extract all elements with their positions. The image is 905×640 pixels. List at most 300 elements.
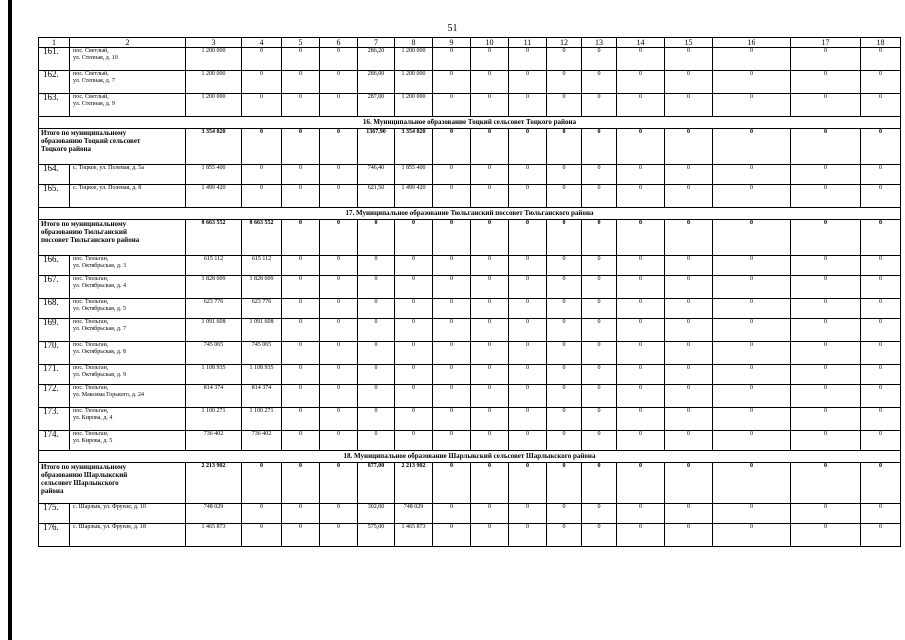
value-cell: 0	[791, 365, 861, 385]
value-cell: 0	[791, 129, 861, 165]
value-cell: 0	[665, 408, 713, 431]
value-cell: 0	[433, 129, 471, 165]
value-cell: 0	[282, 165, 320, 185]
value-cell: 0	[320, 165, 358, 185]
value-cell: 0	[617, 185, 665, 208]
address-line: пос. Тюльган,	[73, 299, 109, 305]
value-cell: 0	[617, 48, 665, 71]
row-number: 166.	[39, 256, 70, 276]
value-cell: 0	[547, 504, 582, 524]
building-row	[39, 431, 901, 451]
value-cell: 0	[547, 431, 582, 451]
value-cell: 0	[665, 385, 713, 408]
total-label-line: образованию Шарлыкский	[41, 471, 128, 479]
municipality-total-row	[39, 129, 901, 165]
value-cell: 1 465 873	[395, 524, 433, 547]
total-label-line: образованию Тоцкий сельсовет	[41, 137, 141, 145]
value-cell: 0	[547, 276, 582, 299]
value-cell: 0	[282, 256, 320, 276]
row-number: 171.	[39, 365, 70, 385]
building-row	[39, 299, 901, 319]
value-cell: 0	[471, 365, 509, 385]
row-number: 170.	[39, 342, 70, 365]
address-line: ул. Октябрьская, д. 4	[73, 283, 126, 289]
value-cell: 0	[320, 385, 358, 408]
value-cell: 1 100 271	[242, 408, 282, 431]
value-cell: 0	[471, 463, 509, 504]
value-cell: 0	[547, 524, 582, 547]
value-cell: 0	[547, 319, 582, 342]
value-cell: 0	[713, 299, 791, 319]
building-address	[70, 385, 186, 408]
value-cell: 0	[320, 524, 358, 547]
value-cell: 0	[617, 220, 665, 256]
column-number-header: 10	[471, 38, 509, 48]
value-cell: 0	[395, 256, 433, 276]
address-line: пос. Тюльган,	[73, 431, 109, 437]
value-cell: 0	[471, 256, 509, 276]
value-cell: 0	[509, 504, 547, 524]
building-address	[70, 408, 186, 431]
value-cell: 0	[358, 365, 395, 385]
value-cell: 1 828 009	[186, 276, 242, 299]
value-cell: 8 663 552	[242, 220, 282, 256]
value-cell: 0	[791, 71, 861, 94]
value-cell: 0	[665, 319, 713, 342]
value-cell: 736 402	[242, 431, 282, 451]
building-address	[70, 431, 186, 451]
value-cell: 0	[582, 256, 617, 276]
value-cell: 0	[471, 129, 509, 165]
address-line: пос. Тюльган,	[73, 385, 109, 391]
value-cell: 736 402	[186, 431, 242, 451]
value-cell: 0	[320, 94, 358, 117]
value-cell: 0	[282, 94, 320, 117]
column-number-header: 1	[39, 38, 70, 48]
building-row	[39, 504, 901, 524]
value-cell: 623 776	[242, 299, 282, 319]
value-cell: 0	[509, 71, 547, 94]
value-cell: 1 499 420	[395, 185, 433, 208]
building-row	[39, 165, 901, 185]
value-cell: 1 855 400	[186, 165, 242, 185]
total-label	[39, 129, 186, 165]
building-address	[70, 365, 186, 385]
value-cell: 0	[713, 365, 791, 385]
address-line: пос. Тюльган,	[73, 365, 109, 371]
value-cell: 1 200 000	[395, 71, 433, 94]
value-cell: 0	[471, 185, 509, 208]
value-cell: 0	[320, 256, 358, 276]
value-cell: 0	[320, 299, 358, 319]
value-cell: 0	[665, 299, 713, 319]
value-cell: 0	[242, 524, 282, 547]
value-cell: 0	[320, 319, 358, 342]
municipality-section-row	[39, 208, 901, 220]
value-cell: 746,40	[358, 165, 395, 185]
value-cell: 0	[320, 408, 358, 431]
value-cell: 0	[861, 71, 901, 94]
value-cell: 0	[582, 431, 617, 451]
column-number-header: 6	[320, 38, 358, 48]
value-cell: 0	[358, 220, 395, 256]
value-cell: 0	[791, 408, 861, 431]
value-cell: 0	[471, 276, 509, 299]
value-cell: 0	[791, 431, 861, 451]
value-cell: 0	[282, 365, 320, 385]
building-address	[70, 165, 186, 185]
address-line: пос. Тюльган,	[73, 408, 109, 414]
row-number: 176.	[39, 524, 70, 547]
value-cell: 0	[547, 165, 582, 185]
value-cell: 0	[509, 365, 547, 385]
value-cell: 0	[582, 276, 617, 299]
value-cell: 0	[395, 408, 433, 431]
address-line: ул. Октябрьская, д. 7	[73, 326, 126, 332]
value-cell: 0	[582, 299, 617, 319]
column-number-header-row	[39, 38, 901, 48]
row-number: 167.	[39, 276, 70, 299]
value-cell: 0	[433, 256, 471, 276]
value-cell: 0	[547, 48, 582, 71]
value-cell: 0	[582, 408, 617, 431]
municipality-title: 17. Муниципальное образование Тюльганский поссовет Тюльганского района	[39, 208, 901, 220]
row-number: 165.	[39, 185, 70, 208]
value-cell: 0	[282, 504, 320, 524]
total-label-line: Итого по муниципальному	[41, 129, 127, 137]
row-number: 175.	[39, 504, 70, 524]
value-cell: 0	[471, 319, 509, 342]
value-cell: 615 112	[242, 256, 282, 276]
value-cell: 0	[617, 165, 665, 185]
value-cell: 0	[547, 185, 582, 208]
value-cell: 0	[665, 276, 713, 299]
value-cell: 0	[665, 365, 713, 385]
value-cell: 0	[547, 71, 582, 94]
value-cell: 623 776	[186, 299, 242, 319]
value-cell: 0	[395, 385, 433, 408]
value-cell: 0	[471, 71, 509, 94]
address-line: ул. Кирова, д. 4	[73, 415, 113, 421]
municipality-title: 18. Муниципальное образование Шарлыкский сельсовет Шарлыкского района	[39, 451, 901, 463]
page-number: 51	[447, 23, 458, 34]
building-row	[39, 256, 901, 276]
value-cell: 0	[791, 165, 861, 185]
address-line: ул. Степная, д. 9	[73, 101, 115, 107]
value-cell: 0	[713, 524, 791, 547]
value-cell: 0	[282, 524, 320, 547]
value-cell: 0	[713, 463, 791, 504]
value-cell: 0	[861, 165, 901, 185]
column-number-header: 18	[861, 38, 901, 48]
value-cell: 877,00	[358, 463, 395, 504]
value-cell: 0	[433, 342, 471, 365]
table-body	[39, 38, 901, 547]
building-row	[39, 185, 901, 208]
value-cell: 0	[471, 431, 509, 451]
value-cell: 0	[433, 463, 471, 504]
value-cell: 0	[665, 463, 713, 504]
value-cell: 0	[713, 319, 791, 342]
column-number-header: 9	[433, 38, 471, 48]
value-cell: 0	[547, 463, 582, 504]
value-cell: 0	[433, 299, 471, 319]
value-cell: 0	[282, 385, 320, 408]
value-cell: 0	[509, 165, 547, 185]
value-cell: 0	[861, 299, 901, 319]
building-address	[70, 256, 186, 276]
value-cell: 0	[433, 504, 471, 524]
value-cell: 0	[509, 220, 547, 256]
value-cell: 0	[582, 94, 617, 117]
total-label-line: Итого по муниципальному	[41, 463, 127, 471]
value-cell: 814 374	[186, 385, 242, 408]
value-cell: 3 354 820	[186, 129, 242, 165]
value-cell: 0	[582, 463, 617, 504]
value-cell: 0	[358, 342, 395, 365]
value-cell: 0	[861, 94, 901, 117]
value-cell: 0	[433, 94, 471, 117]
row-number: 172.	[39, 385, 70, 408]
value-cell: 0	[282, 220, 320, 256]
address-line: ул. Октябрьская, д. 9	[73, 372, 126, 378]
value-cell: 0	[509, 463, 547, 504]
value-cell: 0	[320, 504, 358, 524]
value-cell: 621,50	[358, 185, 395, 208]
value-cell: 0	[433, 319, 471, 342]
value-cell: 0	[665, 165, 713, 185]
value-cell: 0	[547, 220, 582, 256]
value-cell: 0	[791, 463, 861, 504]
value-cell: 0	[617, 524, 665, 547]
value-cell: 0	[582, 385, 617, 408]
value-cell: 1 200 000	[186, 94, 242, 117]
value-cell: 0	[509, 48, 547, 71]
municipality-title: 16. Муниципальное образование Тоцкий сельсовет Тоцкого района	[39, 117, 901, 129]
value-cell: 0	[358, 276, 395, 299]
value-cell: 0	[358, 431, 395, 451]
value-cell: 1367,90	[358, 129, 395, 165]
value-cell: 0	[582, 524, 617, 547]
column-number-header: 3	[186, 38, 242, 48]
value-cell: 0	[617, 319, 665, 342]
value-cell: 0	[861, 276, 901, 299]
value-cell: 0	[861, 463, 901, 504]
value-cell: 1 108 935	[186, 365, 242, 385]
building-row	[39, 319, 901, 342]
building-row	[39, 385, 901, 408]
column-number-header: 5	[282, 38, 320, 48]
value-cell: 0	[665, 185, 713, 208]
value-cell: 0	[433, 71, 471, 94]
value-cell: 0	[582, 129, 617, 165]
value-cell: 0	[242, 48, 282, 71]
building-address	[70, 94, 186, 117]
value-cell: 0	[861, 48, 901, 71]
value-cell: 0	[509, 129, 547, 165]
value-cell: 0	[509, 256, 547, 276]
value-cell: 0	[395, 342, 433, 365]
value-cell: 0	[617, 408, 665, 431]
column-number-header: 13	[582, 38, 617, 48]
value-cell: 0	[617, 504, 665, 524]
building-address	[70, 342, 186, 365]
value-cell: 1 108 935	[242, 365, 282, 385]
building-row	[39, 94, 901, 117]
value-cell: 0	[471, 220, 509, 256]
value-cell: 0	[320, 48, 358, 71]
value-cell: 1 855 400	[395, 165, 433, 185]
value-cell: 0	[509, 431, 547, 451]
building-row	[39, 71, 901, 94]
value-cell: 0	[617, 276, 665, 299]
value-cell: 0	[320, 276, 358, 299]
value-cell: 0	[665, 524, 713, 547]
address-line: ул. Степная, д. 10	[73, 55, 118, 61]
value-cell: 1 091 608	[186, 319, 242, 342]
value-cell: 0	[617, 299, 665, 319]
value-cell: 1 200 000	[186, 71, 242, 94]
address-line: ул. Октябрьская, д. 3	[73, 263, 126, 269]
value-cell: 0	[433, 165, 471, 185]
value-cell: 0	[791, 504, 861, 524]
value-cell: 0	[433, 48, 471, 71]
value-cell: 0	[861, 256, 901, 276]
municipality-total-row	[39, 463, 901, 504]
value-cell: 0	[320, 463, 358, 504]
total-label	[39, 463, 186, 504]
total-label-line: Тоцкого района	[41, 145, 92, 153]
value-cell: 0	[547, 94, 582, 117]
column-number-header: 17	[791, 38, 861, 48]
value-cell: 0	[509, 319, 547, 342]
building-address	[70, 48, 186, 71]
address-line: ул. Октябрьская, д. 8	[73, 349, 126, 355]
building-address	[70, 185, 186, 208]
value-cell: 1 499 420	[186, 185, 242, 208]
value-cell: 0	[433, 431, 471, 451]
value-cell: 0	[713, 71, 791, 94]
value-cell: 0	[861, 319, 901, 342]
value-cell: 0	[471, 165, 509, 185]
capital-repair-table	[38, 37, 901, 547]
value-cell: 0	[471, 504, 509, 524]
value-cell: 0	[665, 504, 713, 524]
value-cell: 0	[320, 365, 358, 385]
value-cell: 0	[509, 342, 547, 365]
value-cell: 0	[617, 342, 665, 365]
value-cell: 0	[547, 129, 582, 165]
value-cell: 0	[861, 431, 901, 451]
value-cell: 0	[665, 431, 713, 451]
value-cell: 814 374	[242, 385, 282, 408]
value-cell: 0	[861, 504, 901, 524]
value-cell: 0	[433, 276, 471, 299]
row-number: 173.	[39, 408, 70, 431]
value-cell: 0	[582, 504, 617, 524]
value-cell: 0	[320, 342, 358, 365]
value-cell: 2 213 902	[395, 463, 433, 504]
address-line: с. Тоцкое, ул. Полевая, д. 5а	[73, 165, 144, 171]
address-line: ул. Максима Горького, д. 24	[73, 392, 144, 398]
municipality-section-row	[39, 117, 901, 129]
row-number: 174.	[39, 431, 70, 451]
value-cell: 0	[282, 48, 320, 71]
total-label	[39, 220, 186, 256]
value-cell: 0	[791, 276, 861, 299]
value-cell: 0	[242, 185, 282, 208]
building-row	[39, 365, 901, 385]
value-cell: 0	[617, 256, 665, 276]
value-cell: 0	[547, 299, 582, 319]
column-number-header: 7	[358, 38, 395, 48]
column-number-header: 16	[713, 38, 791, 48]
address-line: ул. Октябрьская, д. 5	[73, 306, 126, 312]
value-cell: 1 200 000	[395, 48, 433, 71]
value-cell: 0	[861, 385, 901, 408]
address-line: ул. Кирова, д. 5	[73, 438, 113, 444]
value-cell: 0	[861, 524, 901, 547]
value-cell: 0	[282, 408, 320, 431]
value-cell: 0	[433, 185, 471, 208]
value-cell: 0	[713, 48, 791, 71]
value-cell: 2 213 902	[186, 463, 242, 504]
value-cell: 0	[395, 431, 433, 451]
value-cell: 0	[713, 408, 791, 431]
value-cell: 0	[617, 463, 665, 504]
row-number: 169.	[39, 319, 70, 342]
value-cell: 0	[282, 276, 320, 299]
value-cell: 0	[713, 276, 791, 299]
value-cell: 0	[791, 319, 861, 342]
total-label-line: поссовет Тюльганского района	[41, 236, 140, 244]
value-cell: 0	[471, 408, 509, 431]
value-cell: 0	[358, 256, 395, 276]
value-cell: 0	[713, 220, 791, 256]
value-cell: 302,00	[358, 504, 395, 524]
value-cell: 1 100 271	[186, 408, 242, 431]
value-cell: 0	[617, 71, 665, 94]
value-cell: 8 663 552	[186, 220, 242, 256]
value-cell: 0	[242, 165, 282, 185]
value-cell: 0	[713, 185, 791, 208]
value-cell: 0	[617, 365, 665, 385]
value-cell: 0	[509, 185, 547, 208]
value-cell: 0	[713, 94, 791, 117]
value-cell: 0	[861, 129, 901, 165]
binding-edge	[8, 0, 12, 640]
column-number-header: 12	[547, 38, 582, 48]
value-cell: 0	[665, 94, 713, 117]
value-cell: 0	[582, 342, 617, 365]
row-number: 161.	[39, 48, 70, 71]
value-cell: 0	[471, 385, 509, 408]
column-number-header: 11	[509, 38, 547, 48]
value-cell: 0	[861, 365, 901, 385]
value-cell: 0	[665, 48, 713, 71]
value-cell: 0	[282, 129, 320, 165]
value-cell: 0	[433, 385, 471, 408]
value-cell: 0	[433, 408, 471, 431]
value-cell: 0	[861, 408, 901, 431]
address-line: пос. Светлый,	[73, 71, 109, 77]
value-cell: 0	[791, 220, 861, 256]
row-number: 164.	[39, 165, 70, 185]
value-cell: 0	[433, 524, 471, 547]
value-cell: 0	[665, 256, 713, 276]
value-cell: 0	[617, 129, 665, 165]
total-label-line: сельсовет Шарлыкского	[41, 479, 119, 487]
